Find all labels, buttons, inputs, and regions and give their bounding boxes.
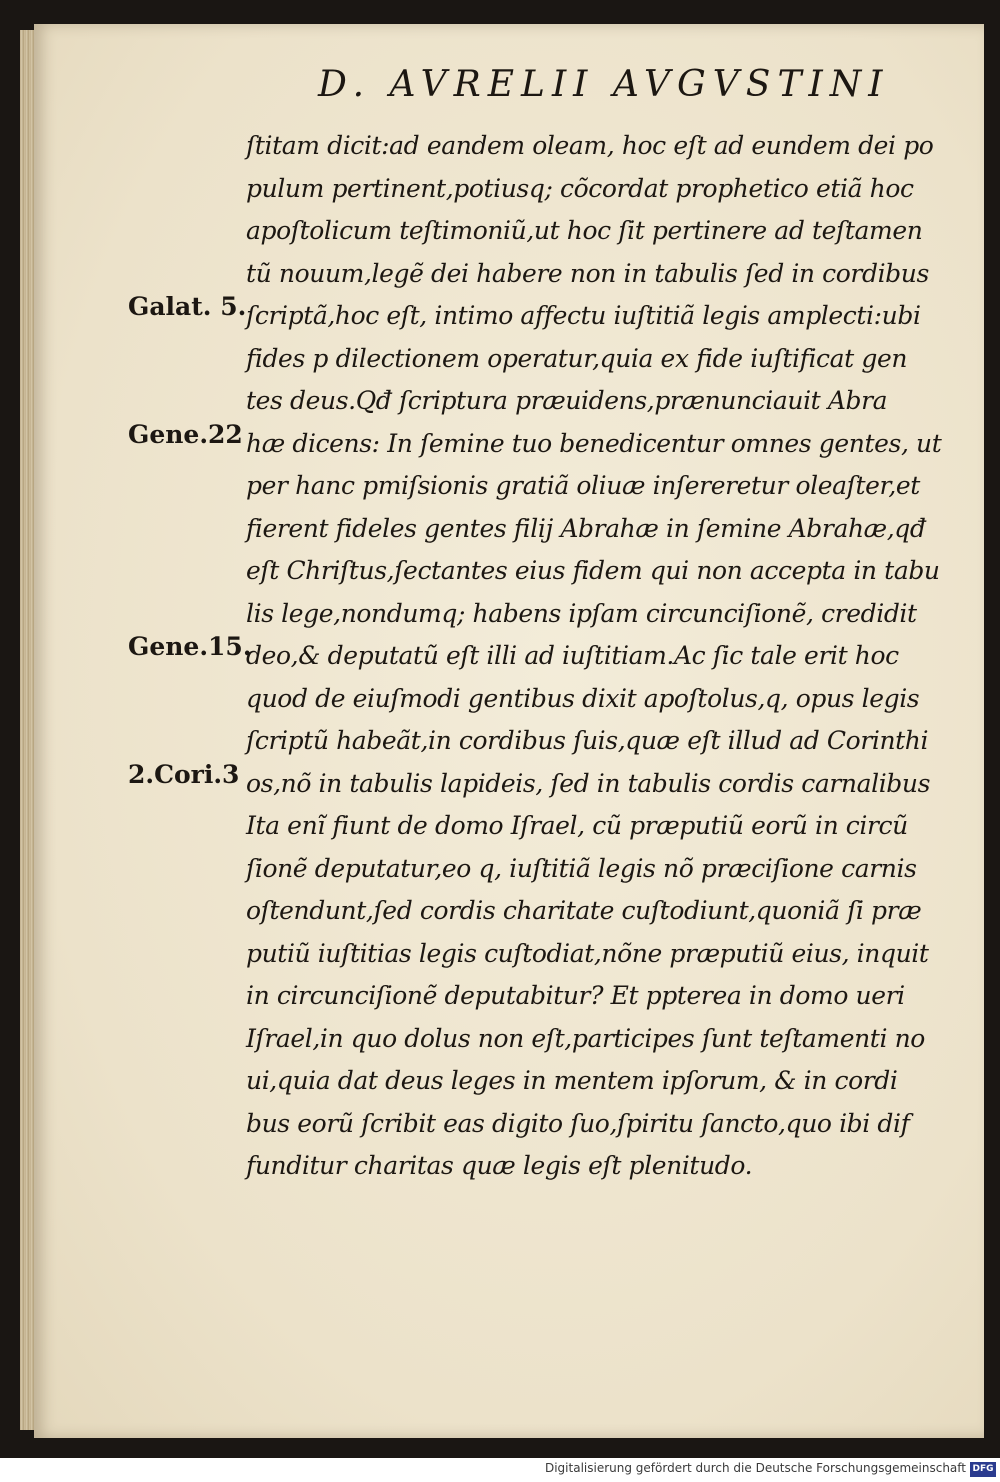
text-line: deo,& deputatũ eſt illi ad iuſtitiam.Ac ſic tale erit hoc	[246, 641, 899, 670]
text-line: ſcriptã,hoc eſt, intimo affectu iuſtitiã legis amplecti:ubi	[246, 301, 921, 330]
text-line: funditur charitas quæ legis eſt plenitudo.	[246, 1151, 753, 1180]
text-line: oſtendunt,ſed cordis charitate cuſtodiunt,quoniã ſi præ	[246, 896, 922, 925]
text-line: per hanc pmiſsionis gratiã oliuæ inſereretur oleaſter,et	[246, 471, 920, 500]
text-line: quod de eiuſmodi gentibus dixit apoſtolus,q, opus legis	[246, 683, 920, 713]
footer-bar	[0, 1458, 1000, 1482]
marginal-note-gene-15: Gene.15.	[128, 632, 252, 661]
text-line: ſcriptũ habeãt,in cordibus ſuis,quæ eſt illud ad Corinthi	[246, 726, 929, 755]
footer-credit: Digitalisierung gefördert durch die Deutsche Forschungsgemeinschaft	[544, 1461, 966, 1475]
text-line: eſt Chriſtus,ſectantes eius fidem qui non accepta in tabu	[246, 556, 940, 585]
text-line: ſtitam dicit:ad eandem oleam, hoc eſt ad eundem dei po	[246, 131, 934, 160]
marginal-note-cori: 2.Cori.3	[128, 760, 240, 789]
text-line: apoſtolicum teſtimoniũ,ut hoc ſit pertinere ad teſtamen	[246, 216, 923, 245]
text-line: ui,quia dat deus leges in mentem ipſorum, & in cordi	[246, 1066, 898, 1095]
text-line: pulum pertinent,potiusq; cõcordat prophetico etiã hoc	[246, 173, 914, 203]
text-line: fierent fideles gentes filij Abrahæ in ſemine Abrahæ,qđ	[246, 513, 926, 543]
marginal-note-galat: Galat. 5.	[128, 292, 247, 321]
text-line: fides p dilectionem operatur,quia ex fide iuſtificat gen	[246, 343, 908, 373]
main-text-block	[246, 125, 946, 1188]
text-line: Ita enĩ fiunt de domo Iſrael, cũ præputiũ eorũ in circũ	[246, 811, 908, 840]
book-page-edges	[20, 30, 34, 1430]
marginal-note-gene-22: Gene.22	[128, 420, 243, 449]
text-line: bus eorũ ſcribit eas digito ſuo,ſpiritu ſancto,quo ibi dif	[246, 1108, 910, 1138]
text-line: tes deus.Qđ ſcriptura præuidens,prænunciauit Abra	[246, 386, 888, 415]
text-line: hæ dicens: In ſemine tuo benedicentur omnes gentes, ut	[246, 428, 942, 458]
dfg-logo: DFG	[970, 1462, 996, 1477]
running-head: D. AVRELII AVGVSTINI	[318, 64, 890, 105]
text-line: in circunciſionẽ deputabitur? Et ppterea in domo ueri	[246, 981, 905, 1010]
text-line: putiũ iuſtitias legis cuſtodiat,nõne præputiũ eius, inquit	[246, 938, 929, 968]
text-line: lis lege,nondumq; habens ipſam circunciſionẽ, credidit	[246, 598, 917, 628]
text-line: tũ nouum,legẽ dei habere non in tabulis ſed in cordibus	[246, 258, 929, 288]
text-line: ſionẽ deputatur,eo q, iuſtitiã legis nõ præciſione carnis	[246, 853, 917, 883]
text-line: os,nõ in tabulis lapideis, ſed in tabulis cordis carnalibus	[246, 768, 931, 798]
text-line: Iſrael,in quo dolus non eſt,participes ſunt teſtamenti no	[246, 1023, 925, 1053]
